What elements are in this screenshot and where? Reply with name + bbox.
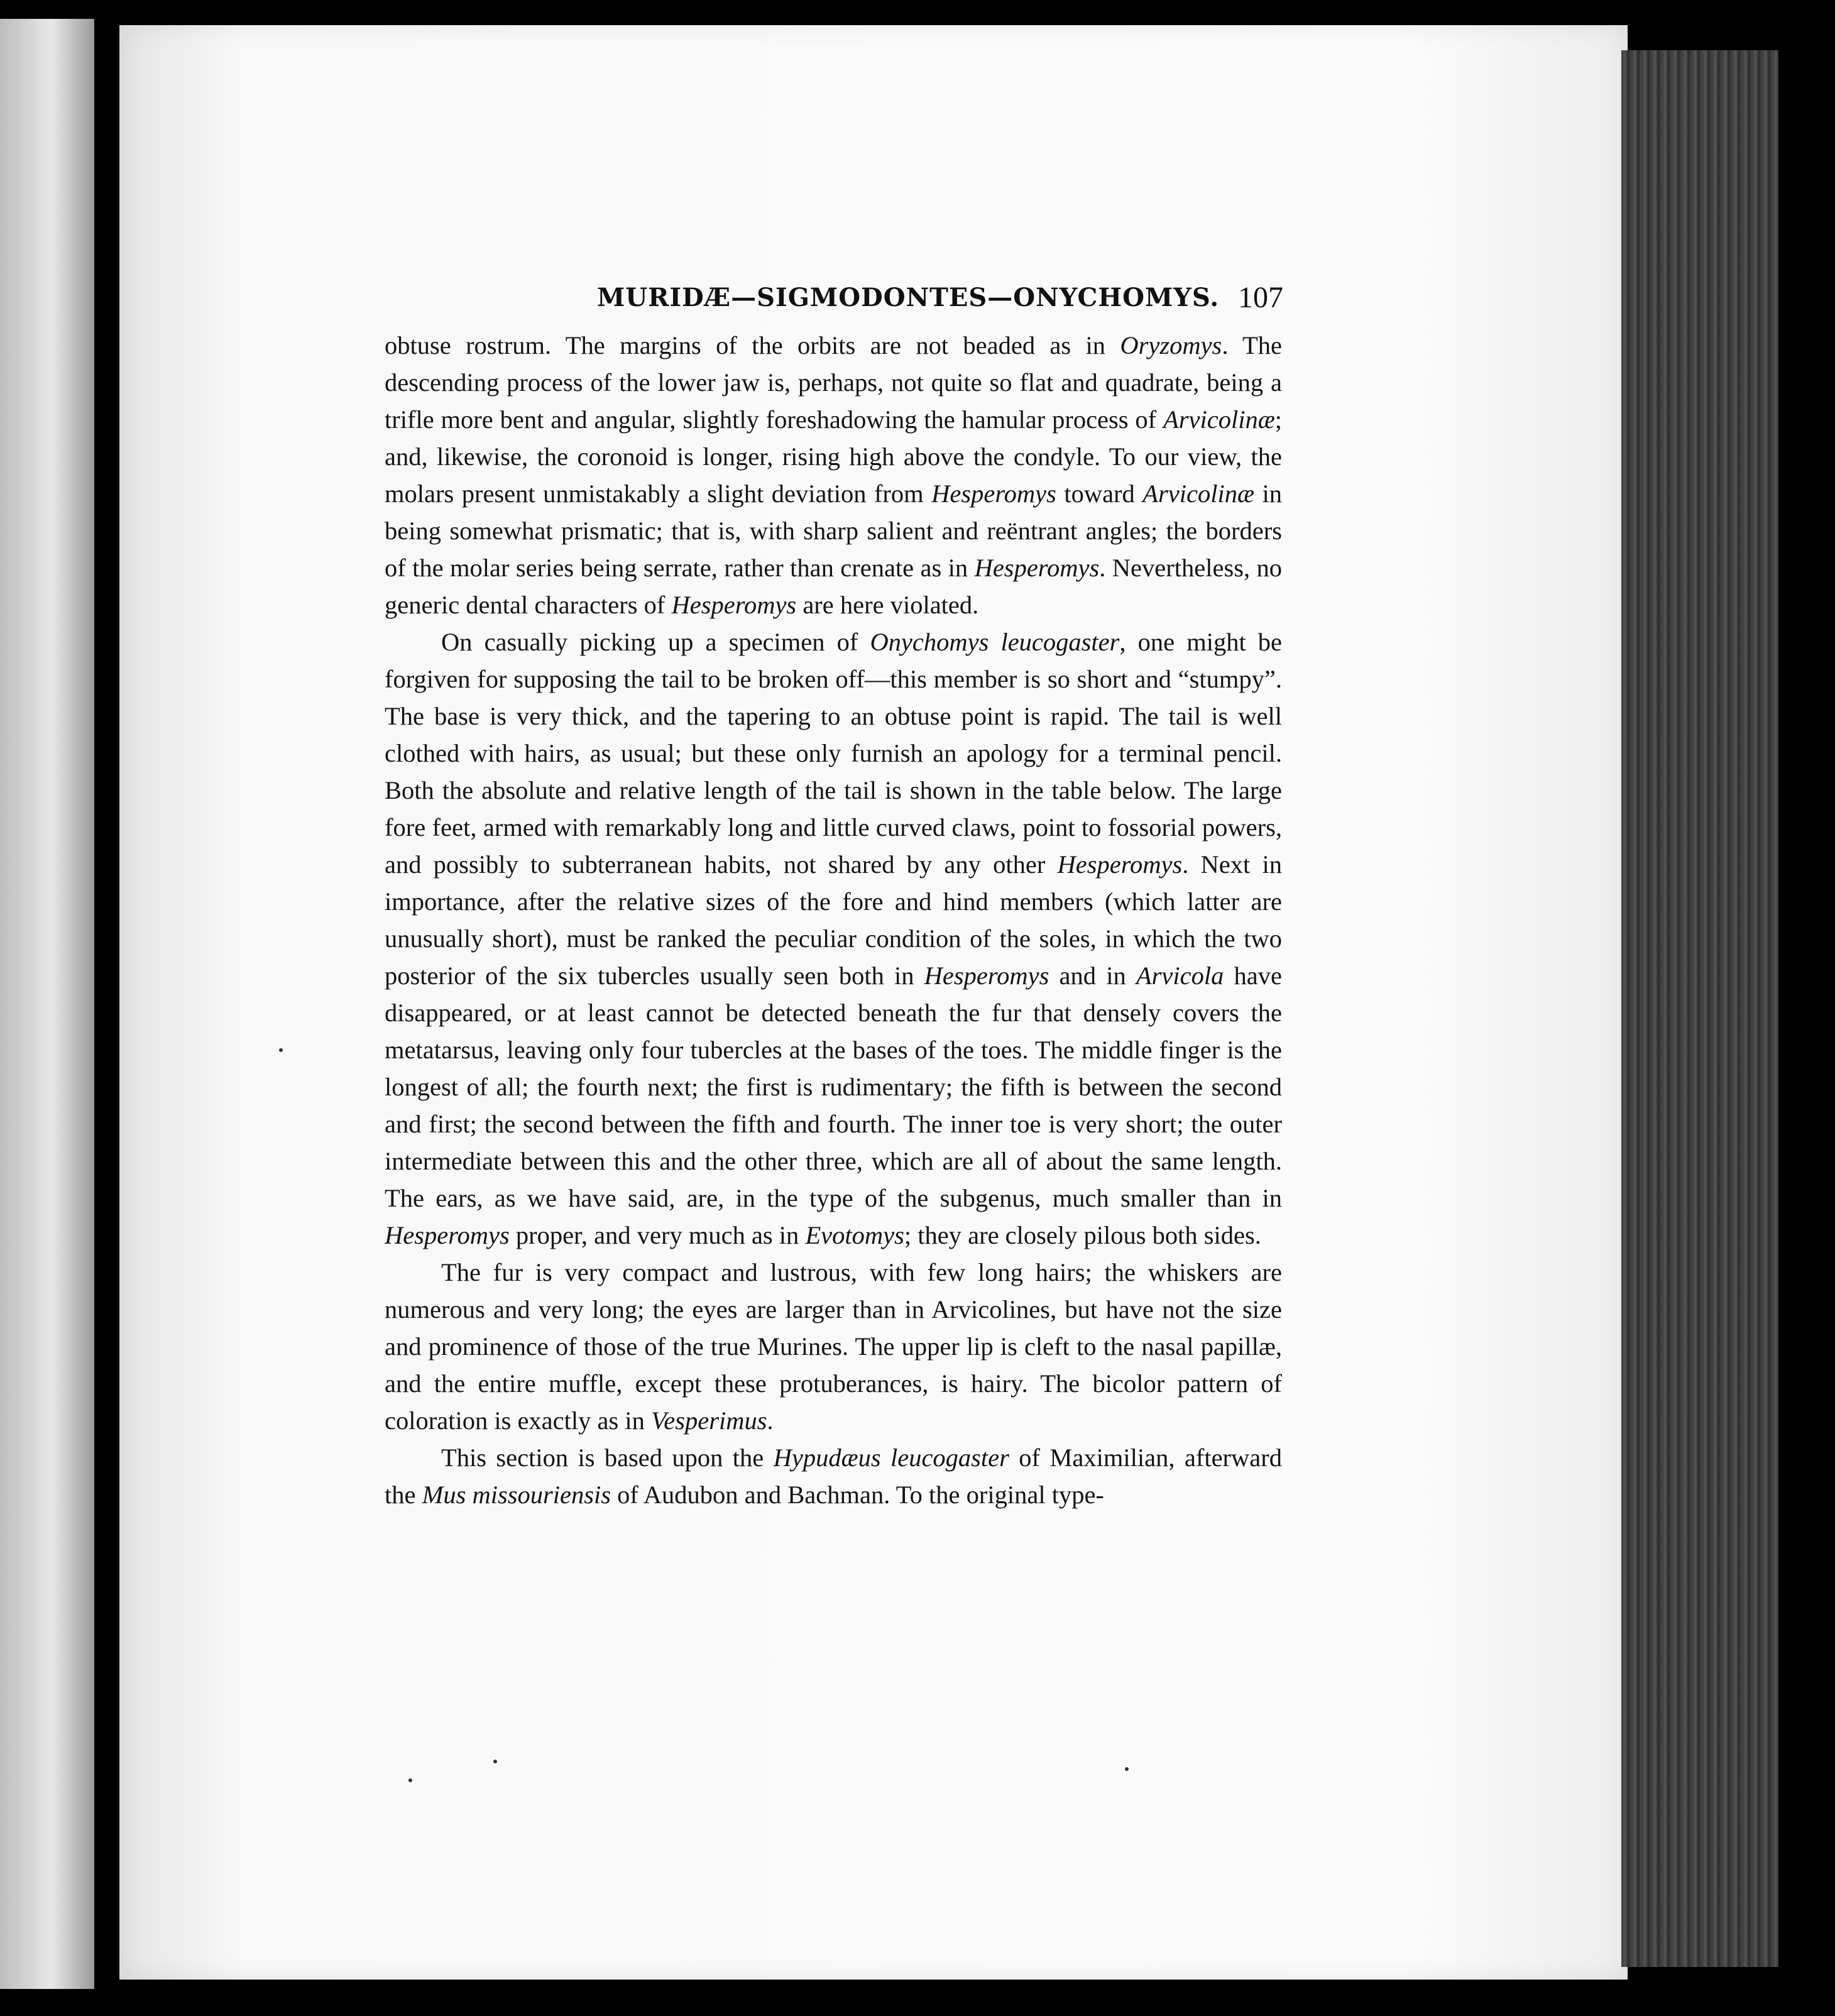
text-run: On casually picking up a specimen of	[441, 628, 870, 656]
italic-term: Hesperomys	[924, 961, 1049, 990]
text-run: have disappeared, or at least cannot be detected beneath the fur that densely covers the metatarsus, leaving only four tubercles at the bases of the toes. The middle finger is the longest of all; the fourth next; the first is rudimentary; the fifth is between the second and first; the second between the fifth and fourth. The inner toe is very short; the outer intermediate between this and the other three, which are all of about the same length. The ears, as we have said, are, in the type of the subgenus, much smaller than in	[385, 961, 1282, 1212]
italic-term: Vesperimus	[651, 1406, 767, 1435]
italic-term: Evotomys	[805, 1221, 904, 1249]
text-run: are here violated.	[796, 591, 979, 619]
italic-term: Hesperomys	[671, 591, 797, 619]
text-run: This section is based upon the	[441, 1444, 774, 1472]
text-run: , one might be forgiven for supposing the tail to be broken off—this member is so short and “stumpy”. The base is very thick, and the tapering to an obtuse point is rapid. The tail is well clothed with hairs, as usual; but these only furnish an apology for a terminal pencil. Both the absolute and relative length of the tail is shown in the table below. The large fore feet, armed with remarkably long and little curved claws, point to fossorial powers, and possibly to subterranean habits, not shared by any other	[385, 628, 1283, 879]
italic-term: Arvicolinæ	[1142, 479, 1255, 508]
scan-speck	[493, 1760, 497, 1763]
paragraph	[385, 327, 1282, 623]
scan-speck	[1125, 1767, 1129, 1771]
running-head: MURIDÆ—SIGMODONTES—ONYCHOMYS.	[597, 283, 1220, 312]
text-run: of Audubon and Bachman. To the original type-	[611, 1481, 1104, 1509]
italic-term: Hesperomys	[1057, 850, 1183, 879]
text-run: . Next in importance, after the relative sizes of the fore and hind members (which latter are unusually short), must be ranked the peculiar condition of the soles, in which the two posterior of the six tubercles usually seen both in	[385, 850, 1282, 990]
text-run: .	[767, 1406, 774, 1435]
text-run: in being somewhat prismatic; that is, with sharp salient and reëntrant angles; the borders of the molar series being serrate, rather than crenate as in	[385, 479, 1282, 582]
text-run: and in	[1049, 961, 1136, 990]
text-run: proper, and very much as in	[509, 1221, 806, 1249]
scan-speck	[279, 1048, 283, 1052]
scan-border	[1778, 0, 1835, 2016]
paragraph	[385, 1439, 1282, 1513]
text-run: ; they are closely pilous both sides.	[904, 1221, 1261, 1249]
text-run: of Maximilian, afterward the	[385, 1444, 1282, 1509]
italic-term: Hesperomys	[385, 1221, 510, 1249]
page-block-edge	[1621, 50, 1778, 1967]
page-number: 107	[1238, 281, 1283, 314]
italic-term: Onychomys leucogaster	[870, 628, 1120, 656]
text-run: toward	[1056, 479, 1143, 508]
italic-term: Mus missouriensis	[422, 1481, 611, 1509]
italic-term: Hypudæus leucogaster	[773, 1444, 1009, 1472]
book-gutter	[94, 13, 119, 1998]
scan-speck	[408, 1778, 412, 1782]
italic-term: Hesperomys	[974, 554, 1100, 582]
italic-term: Oryzomys	[1120, 331, 1222, 359]
text-run: The fur is very compact and lustrous, with few long hairs; the whiskers are numerous and very long; the eyes are larger than in Arvicolines, but have not the size and prominence of those of the true Murines. The upper lip is cleft to the nasal papillæ, and the entire muffle, except these protuberances, is hairy. The bicolor pattern of coloration is exactly as in	[385, 1258, 1282, 1435]
italic-term: Arvicola	[1136, 961, 1224, 990]
body-text	[385, 327, 1282, 1513]
paragraph	[385, 623, 1282, 1254]
text-run: obtuse rostrum. The margins of the orbits are not beaded as in	[385, 331, 1120, 359]
left-page-edge	[0, 19, 94, 1989]
paragraph	[385, 1254, 1282, 1439]
italic-term: Hesperomys	[931, 479, 1056, 508]
text-run: . The descending process of the lower jaw is, perhaps, not quite so flat and quadrate, being a trifle more bent and angular, slightly foreshadowing the hamular process of	[385, 331, 1282, 434]
text-run: . Nevertheless, no generic dental characters of	[385, 554, 1282, 619]
text-run: ; and, likewise, the coronoid is longer, rising high above the condyle. To our view, the molars present unmistakably a slight deviation from	[385, 405, 1282, 508]
italic-term: Arvicolinæ	[1163, 405, 1275, 434]
